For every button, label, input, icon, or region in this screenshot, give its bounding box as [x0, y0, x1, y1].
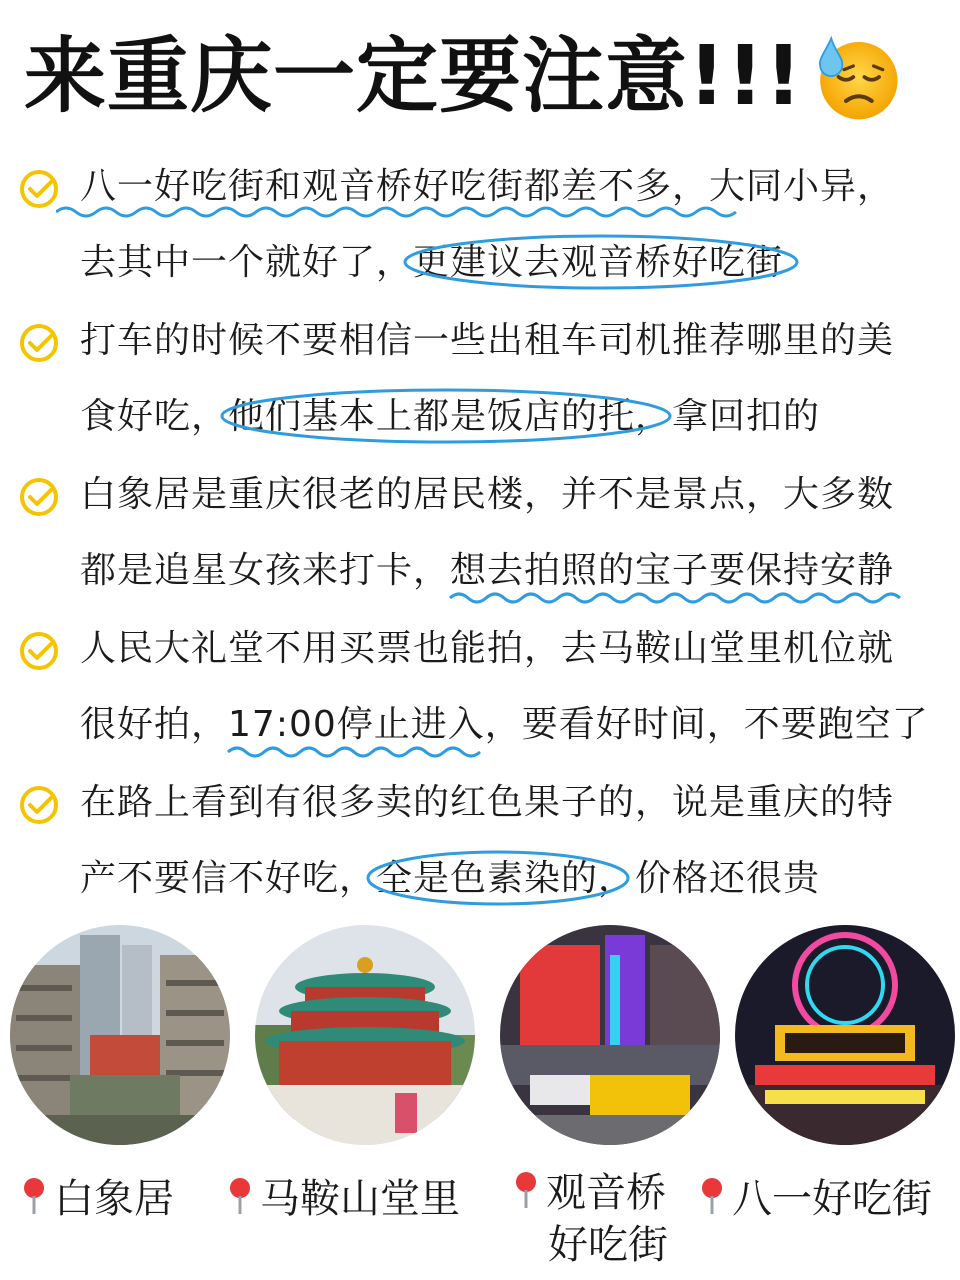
tip-text: 在路上看到有很多卖的红色果子的，说是重庆的特: [80, 782, 895, 823]
tip-line-1: [80, 780, 894, 826]
tip-line-2: [80, 240, 783, 286]
highlight-text: 全是色素染的，: [376, 856, 635, 902]
photo-guanyinqiao: [500, 925, 720, 1145]
tip-line-1: [80, 318, 894, 364]
tip-text: 打车的时候不要相信一些出租车司机推荐哪里的美: [80, 320, 895, 361]
wavy-underline: [56, 204, 756, 218]
tip-text: 白象居是重庆很老的居民楼，并不是景点，大多数: [80, 474, 895, 515]
photo-baixiangju: [10, 925, 230, 1145]
highlight-text: 17:00停止进入，: [228, 702, 522, 748]
header: [24, 22, 903, 132]
map-pin-icon: [226, 1176, 254, 1216]
check-circle-icon: [18, 630, 60, 672]
page-title: 来重庆一定要注意!!!: [24, 29, 804, 124]
tip-line-2: [80, 548, 894, 594]
list-item: [0, 148, 960, 302]
highlight-text: 他们基本上都是饭店的托，: [228, 394, 672, 440]
tip-line-2: 很好拍，17:00停止进入， 要看好时间，不要跑空了: [80, 702, 929, 748]
map-pin-icon: [512, 1170, 540, 1210]
tips-list: [0, 148, 960, 918]
map-pin-icon: [20, 1176, 48, 1216]
tip-line-1: [80, 626, 894, 672]
list-item: [0, 610, 960, 764]
check-circle-icon: [18, 476, 60, 518]
map-pin-icon: [698, 1176, 726, 1216]
list-item: [0, 302, 960, 456]
tip-line-2: 产不要信不好吃，全是色素染的， 价格还很贵: [80, 856, 820, 902]
place-label-guanyinqiao: 观音桥: [512, 1169, 666, 1217]
place-label-maanshan: 马鞍山堂里: [226, 1175, 460, 1223]
place-label-baixiangju: 白象居: [20, 1175, 174, 1223]
check-circle-icon: [18, 168, 60, 210]
place-label-bayi: 八一好吃街: [698, 1175, 932, 1223]
tip-text: 人民大礼堂不用买票也能拍，去马鞍山堂里机位就: [80, 628, 895, 669]
tip-text: 产不要信不好吃，: [80, 858, 377, 899]
photo-bayi-street: [735, 925, 955, 1145]
tip-line-1: [80, 472, 894, 518]
check-circle-icon: [18, 322, 60, 364]
photo-maanshan: [255, 925, 475, 1145]
place-gallery: [0, 925, 960, 1280]
list-item: [0, 456, 960, 610]
list-item: [0, 764, 960, 918]
tip-line-2: 食好吃，他们基本上都是饭店的托， 拿回扣的: [80, 394, 820, 440]
highlight-text: 想去拍照的宝子要保持安静: [450, 548, 894, 594]
check-circle-icon: [18, 784, 60, 826]
tip-text: 八一好吃街和观音桥好吃街都差不多，大同小异，: [80, 166, 895, 207]
tip-text: 很好拍，: [80, 704, 229, 745]
place-label-guanyinqiao-line2: 好吃街: [548, 1222, 668, 1268]
tip-text: 食好吃，: [80, 396, 229, 437]
downcast-face-with-sweat-icon: [811, 31, 903, 123]
tip-text: 去其中一个就好了，: [80, 242, 414, 283]
highlight-text: 更建议去观音桥好吃街: [413, 240, 783, 286]
tip-text: 都是追星女孩来打卡，: [80, 550, 451, 591]
